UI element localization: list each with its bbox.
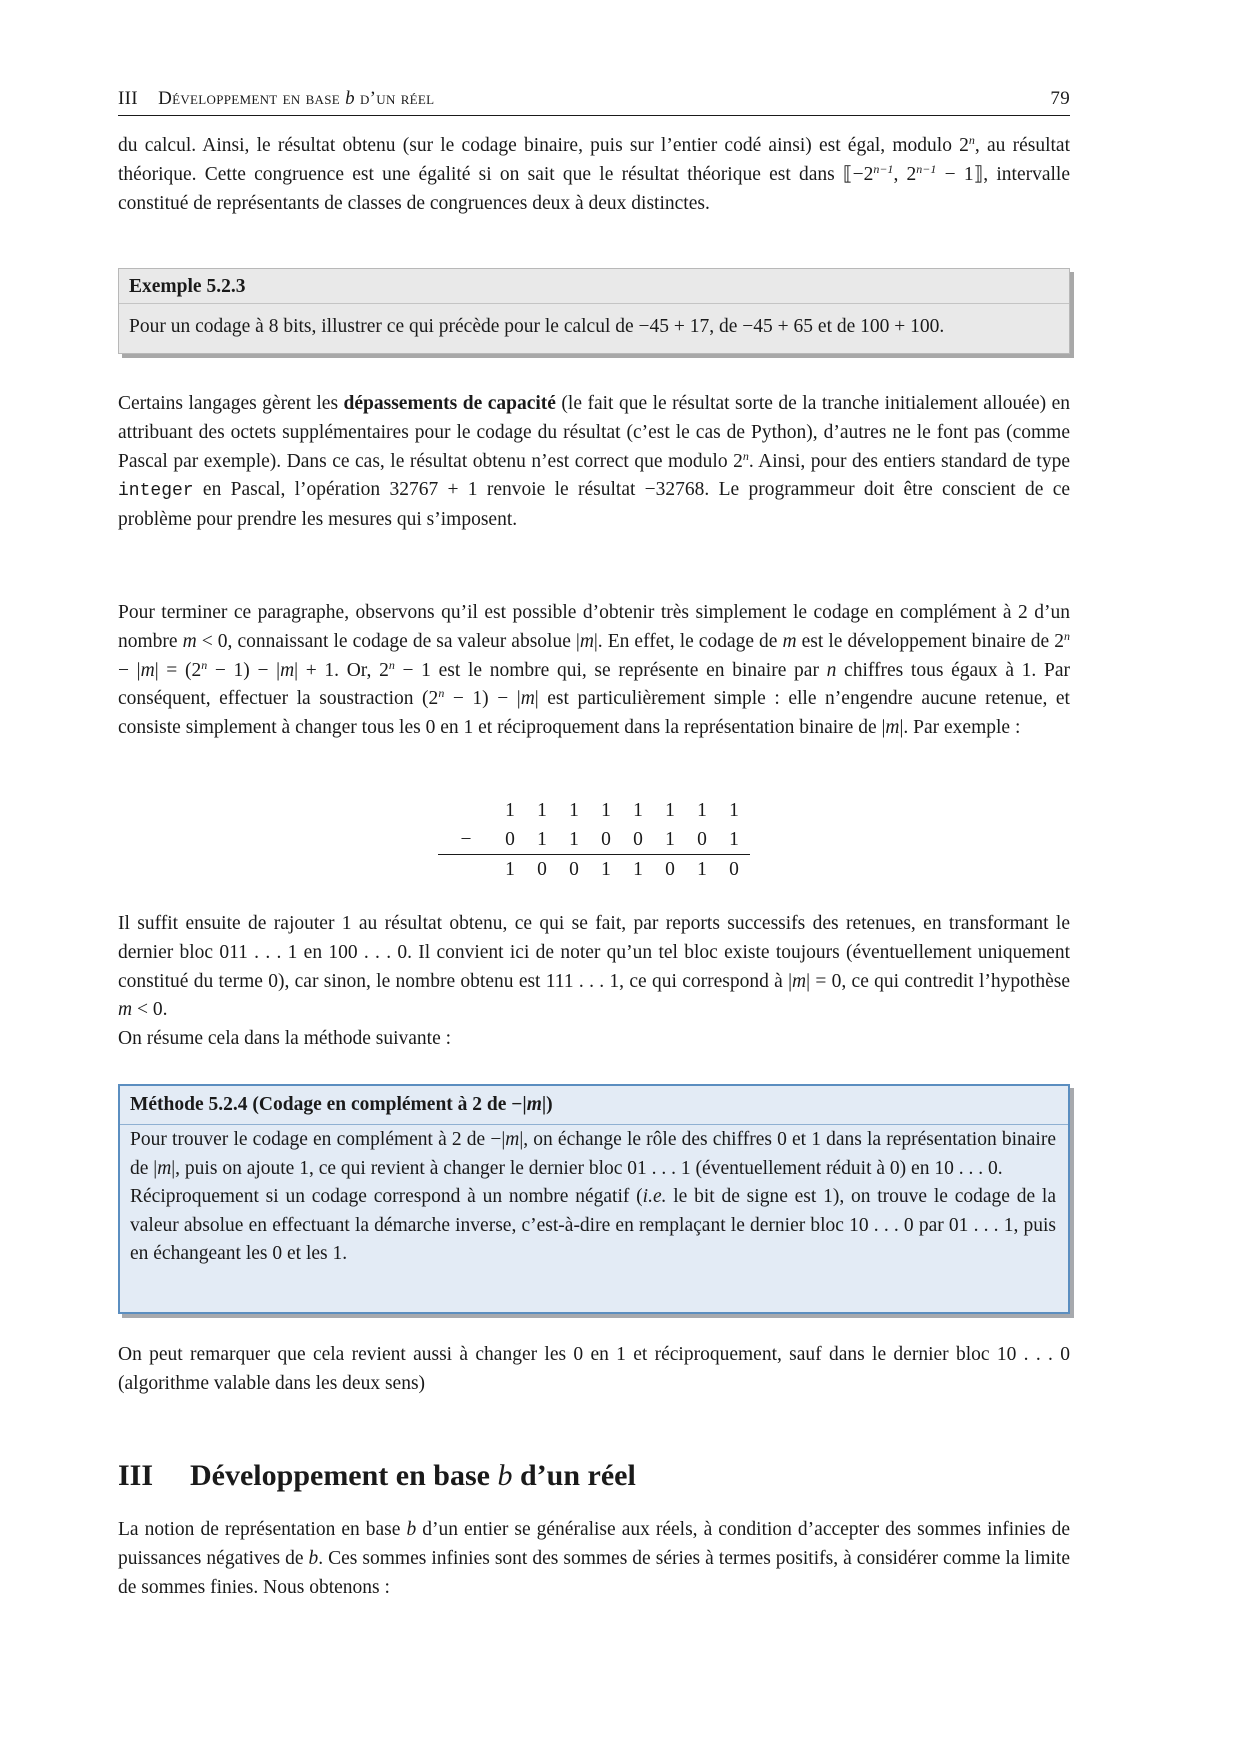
- digit-cell: 0: [537, 858, 547, 880]
- text-run: − |: [118, 659, 141, 681]
- text-run: | + 1. Or, 2: [294, 659, 389, 681]
- paragraph-reals: [118, 1516, 1070, 1602]
- digit-cell: 1: [633, 799, 643, 821]
- table-row: [438, 796, 750, 825]
- math-var: m: [885, 717, 900, 739]
- text-run: | = 0, ce qui contredit l’hypothèse: [806, 970, 1070, 992]
- italic-abbrev: i.e.: [642, 1186, 667, 1208]
- digit-cell: 1: [505, 858, 515, 880]
- math-var: m: [182, 630, 197, 652]
- section-title-part1: Développement en base: [190, 1459, 498, 1492]
- running-header: [118, 88, 1070, 116]
- text-run: − 1) − |: [207, 659, 281, 681]
- math-var: m: [140, 659, 155, 681]
- text-run: en Pascal, l’opération 32767 + 1 renvoie le résultat −32768. Le programmeur doit être conscient de ce problème pour prendre les mesures qui s’imposent.: [118, 479, 1070, 531]
- text-run: , au résultat théorique. Cette congruence est une égalité si on sait que le résultat théorique est dans ⟦−2: [118, 135, 1070, 185]
- section-heading: [118, 1456, 1070, 1496]
- text-run: du calcul. Ainsi, le résultat obtenu (sur le codage binaire, puis sur l’entier codé ainsi) est égal, modulo 2: [118, 135, 969, 156]
- digit-cell: 1: [569, 799, 579, 821]
- math-var: m: [118, 999, 133, 1021]
- text-run: est le développement binaire de 2: [796, 630, 1064, 652]
- text-run: |): [541, 1094, 553, 1115]
- method-body: [130, 1126, 1056, 1269]
- math-var: m: [520, 688, 535, 710]
- math-var: m: [157, 1157, 172, 1179]
- section-title-var: b: [497, 1459, 513, 1492]
- text-run: − 1) − |: [444, 688, 521, 710]
- digit-cell: 0: [729, 858, 739, 880]
- superscript: n: [388, 657, 395, 672]
- paragraph-overflow: [118, 390, 1070, 535]
- text-run: < 0, connaissant le codage de sa valeur absolue |: [196, 630, 580, 652]
- digit-cell: 0: [697, 828, 707, 850]
- digit-cell: 0: [665, 858, 675, 880]
- section-number: III: [118, 1459, 154, 1492]
- code-keyword: integer: [118, 481, 194, 502]
- table-row: [438, 825, 750, 855]
- text-run: | = (2: [154, 659, 202, 681]
- paragraph-remark: [118, 1341, 1070, 1399]
- header-title-part1: Développement en base: [158, 88, 341, 109]
- digit-cell: 1: [697, 799, 707, 821]
- math-var: b: [406, 1519, 417, 1540]
- digit-cell: 1: [665, 828, 675, 850]
- math-var: m: [782, 630, 797, 652]
- text-run: Il suffit ensuite de rajouter 1 au résultat obtenu, ce qui se fait, par reports successifs des retenues, en transformant le dernier bloc 011 . . . 1 en 100 . . . 0. Il convient ici de noter qu’un tel bloc existe toujours (éventuellement uniquement constitué du terme 0), car sinon, le nombre obtenu est 111 . . . 1, ce qui correspond à |: [118, 913, 1070, 992]
- paragraph-carry: [118, 910, 1070, 1054]
- text-run: le bit de signe est 1), on trouve le codage de la valeur absolue en effectuant la démarche inverse, c’est-à-dire en remplaçant le dernier bloc 10 . . . 0 par 01 . . . 1, puis en échangeant les 0 et les 1.: [130, 1186, 1056, 1265]
- paragraph-modulo: [118, 132, 1070, 218]
- table-row: [438, 855, 750, 884]
- paragraph-complement: [118, 599, 1070, 743]
- text-run: , 2: [893, 163, 917, 185]
- math-var: m: [505, 1129, 520, 1150]
- digit-cell: 1: [505, 799, 515, 821]
- math-var: m: [792, 970, 807, 992]
- remark-text: On peut remarquer que cela revient aussi à changer les 0 en 1 et réciproquement, sauf dans le dernier bloc 10 . . . 0 (algorithme valable dans les deux sens): [118, 1344, 1070, 1394]
- text-run: d’un entier se généralise aux réels, à condition d’accepter des sommes infinies de puissances négatives de: [118, 1519, 1070, 1569]
- digit-cell: 1: [633, 858, 643, 880]
- text-run: |, puis on ajoute 1, ce qui revient à changer le dernier bloc 01 . . . 1 (éventuellement réduit à 0) en 10 . . . 0.: [171, 1157, 1003, 1179]
- digit-cell: 1: [601, 858, 611, 880]
- digit-cell: 1: [601, 799, 611, 821]
- bold-term: dépassements de capacité: [343, 393, 556, 414]
- example-box: [118, 268, 1070, 354]
- minus-operator: −: [460, 828, 472, 850]
- digit-cell: 1: [537, 828, 547, 850]
- text-run: |. En effet, le codage de: [593, 630, 783, 652]
- superscript: n−1: [916, 161, 937, 176]
- summary-line: On résume cela dans la méthode suivante :: [118, 1028, 452, 1050]
- superscript: n: [968, 133, 975, 147]
- text-run: |. Par exemple :: [899, 717, 1021, 739]
- header-title-part2: d’un réel: [359, 88, 435, 109]
- digit-cell: 1: [697, 858, 707, 880]
- text-run: chiffres tous égaux à 1. Par conséquent, effectuer la soustraction (2: [118, 659, 1070, 710]
- text-run: < 0.: [132, 999, 168, 1021]
- page-number: 79: [1050, 88, 1070, 109]
- digit-cell: 0: [569, 858, 579, 880]
- method-divider: [120, 1124, 1068, 1125]
- math-var: b: [308, 1547, 319, 1569]
- text-run: − 1⟧, intervalle constitué de représentants de classes de congruences deux à deux distinctes.: [118, 163, 1070, 214]
- text-run: . Ces sommes infinies sont des sommes de séries à termes positifs, à considérer comme la limite de sommes finies. Nous obtenons :: [118, 1547, 1070, 1598]
- text-run: |, on échange le rôle des chiffres 0 et 1 dans la représentation binaire de |: [130, 1129, 1056, 1179]
- binary-subtraction-table: [438, 796, 750, 884]
- example-body: Pour un codage à 8 bits, illustrer ce qui précède pour le calcul de −45 + 17, de −45 + 65 et de 100 + 100.: [129, 316, 945, 337]
- text-run: (le fait que le résultat sorte de la tranche initialement allouée) en attribuant des octets supplémentaires pour le codage du résultat (c’est le cas de Python), d’autres ne le font pas (comme Pascal par exemple). Dans ce cas, le résultat obtenu n’est correct que modulo 2: [118, 393, 1070, 472]
- digit-cell: 0: [633, 828, 643, 850]
- header-title-var: b: [345, 88, 355, 109]
- math-var: m: [526, 1094, 542, 1115]
- digit-cell: 1: [665, 799, 675, 821]
- text-run: Pour terminer ce paragraphe, observons qu’il est possible d’obtenir très simplement le codage en complément à 2 d’un nombre: [118, 602, 1070, 652]
- text-run: | est particulièrement simple : elle n’engendre aucune retenue, et consiste simplement à changer tous les 0 en 1 et réciproquement dans la représentation binaire de |: [118, 688, 1070, 739]
- digit-cell: 1: [729, 799, 739, 821]
- superscript: n−1: [873, 161, 894, 176]
- digit-cell: 1: [569, 828, 579, 850]
- section-title-part2: d’un réel: [512, 1459, 636, 1492]
- superscript: n: [201, 657, 208, 672]
- math-var: m: [280, 659, 295, 681]
- text-run: La notion de représentation en base: [118, 1519, 407, 1540]
- text-run: − 1 est le nombre qui, se représente en binaire par: [394, 659, 827, 681]
- math-var: n: [826, 659, 837, 681]
- header-section-title: [118, 88, 434, 110]
- superscript: n: [742, 448, 749, 463]
- digit-cell: 1: [537, 799, 547, 821]
- text-run: . Ainsi, pour des entiers standard de type: [748, 450, 1070, 472]
- method-box: [118, 1084, 1070, 1314]
- method-title: [130, 1090, 553, 1120]
- text-run: Méthode 5.2.4 (Codage en complément à 2 de −|: [130, 1094, 527, 1115]
- example-divider: [119, 303, 1069, 304]
- example-title: Exemple 5.2.3: [129, 276, 246, 297]
- text-run: Réciproquement si un codage correspond à un nombre négatif (: [130, 1186, 643, 1208]
- superscript: n: [1064, 628, 1070, 643]
- text-run: Certains langages gèrent les: [118, 393, 344, 414]
- math-var: m: [579, 630, 594, 652]
- text-run: Pour trouver le codage en complément à 2 de −|: [130, 1129, 506, 1150]
- digit-cell: 1: [729, 828, 739, 850]
- digit-cell: 0: [505, 828, 515, 850]
- header-section-number: III: [118, 88, 138, 109]
- superscript: n: [438, 686, 445, 701]
- digit-cell: 0: [601, 828, 611, 850]
